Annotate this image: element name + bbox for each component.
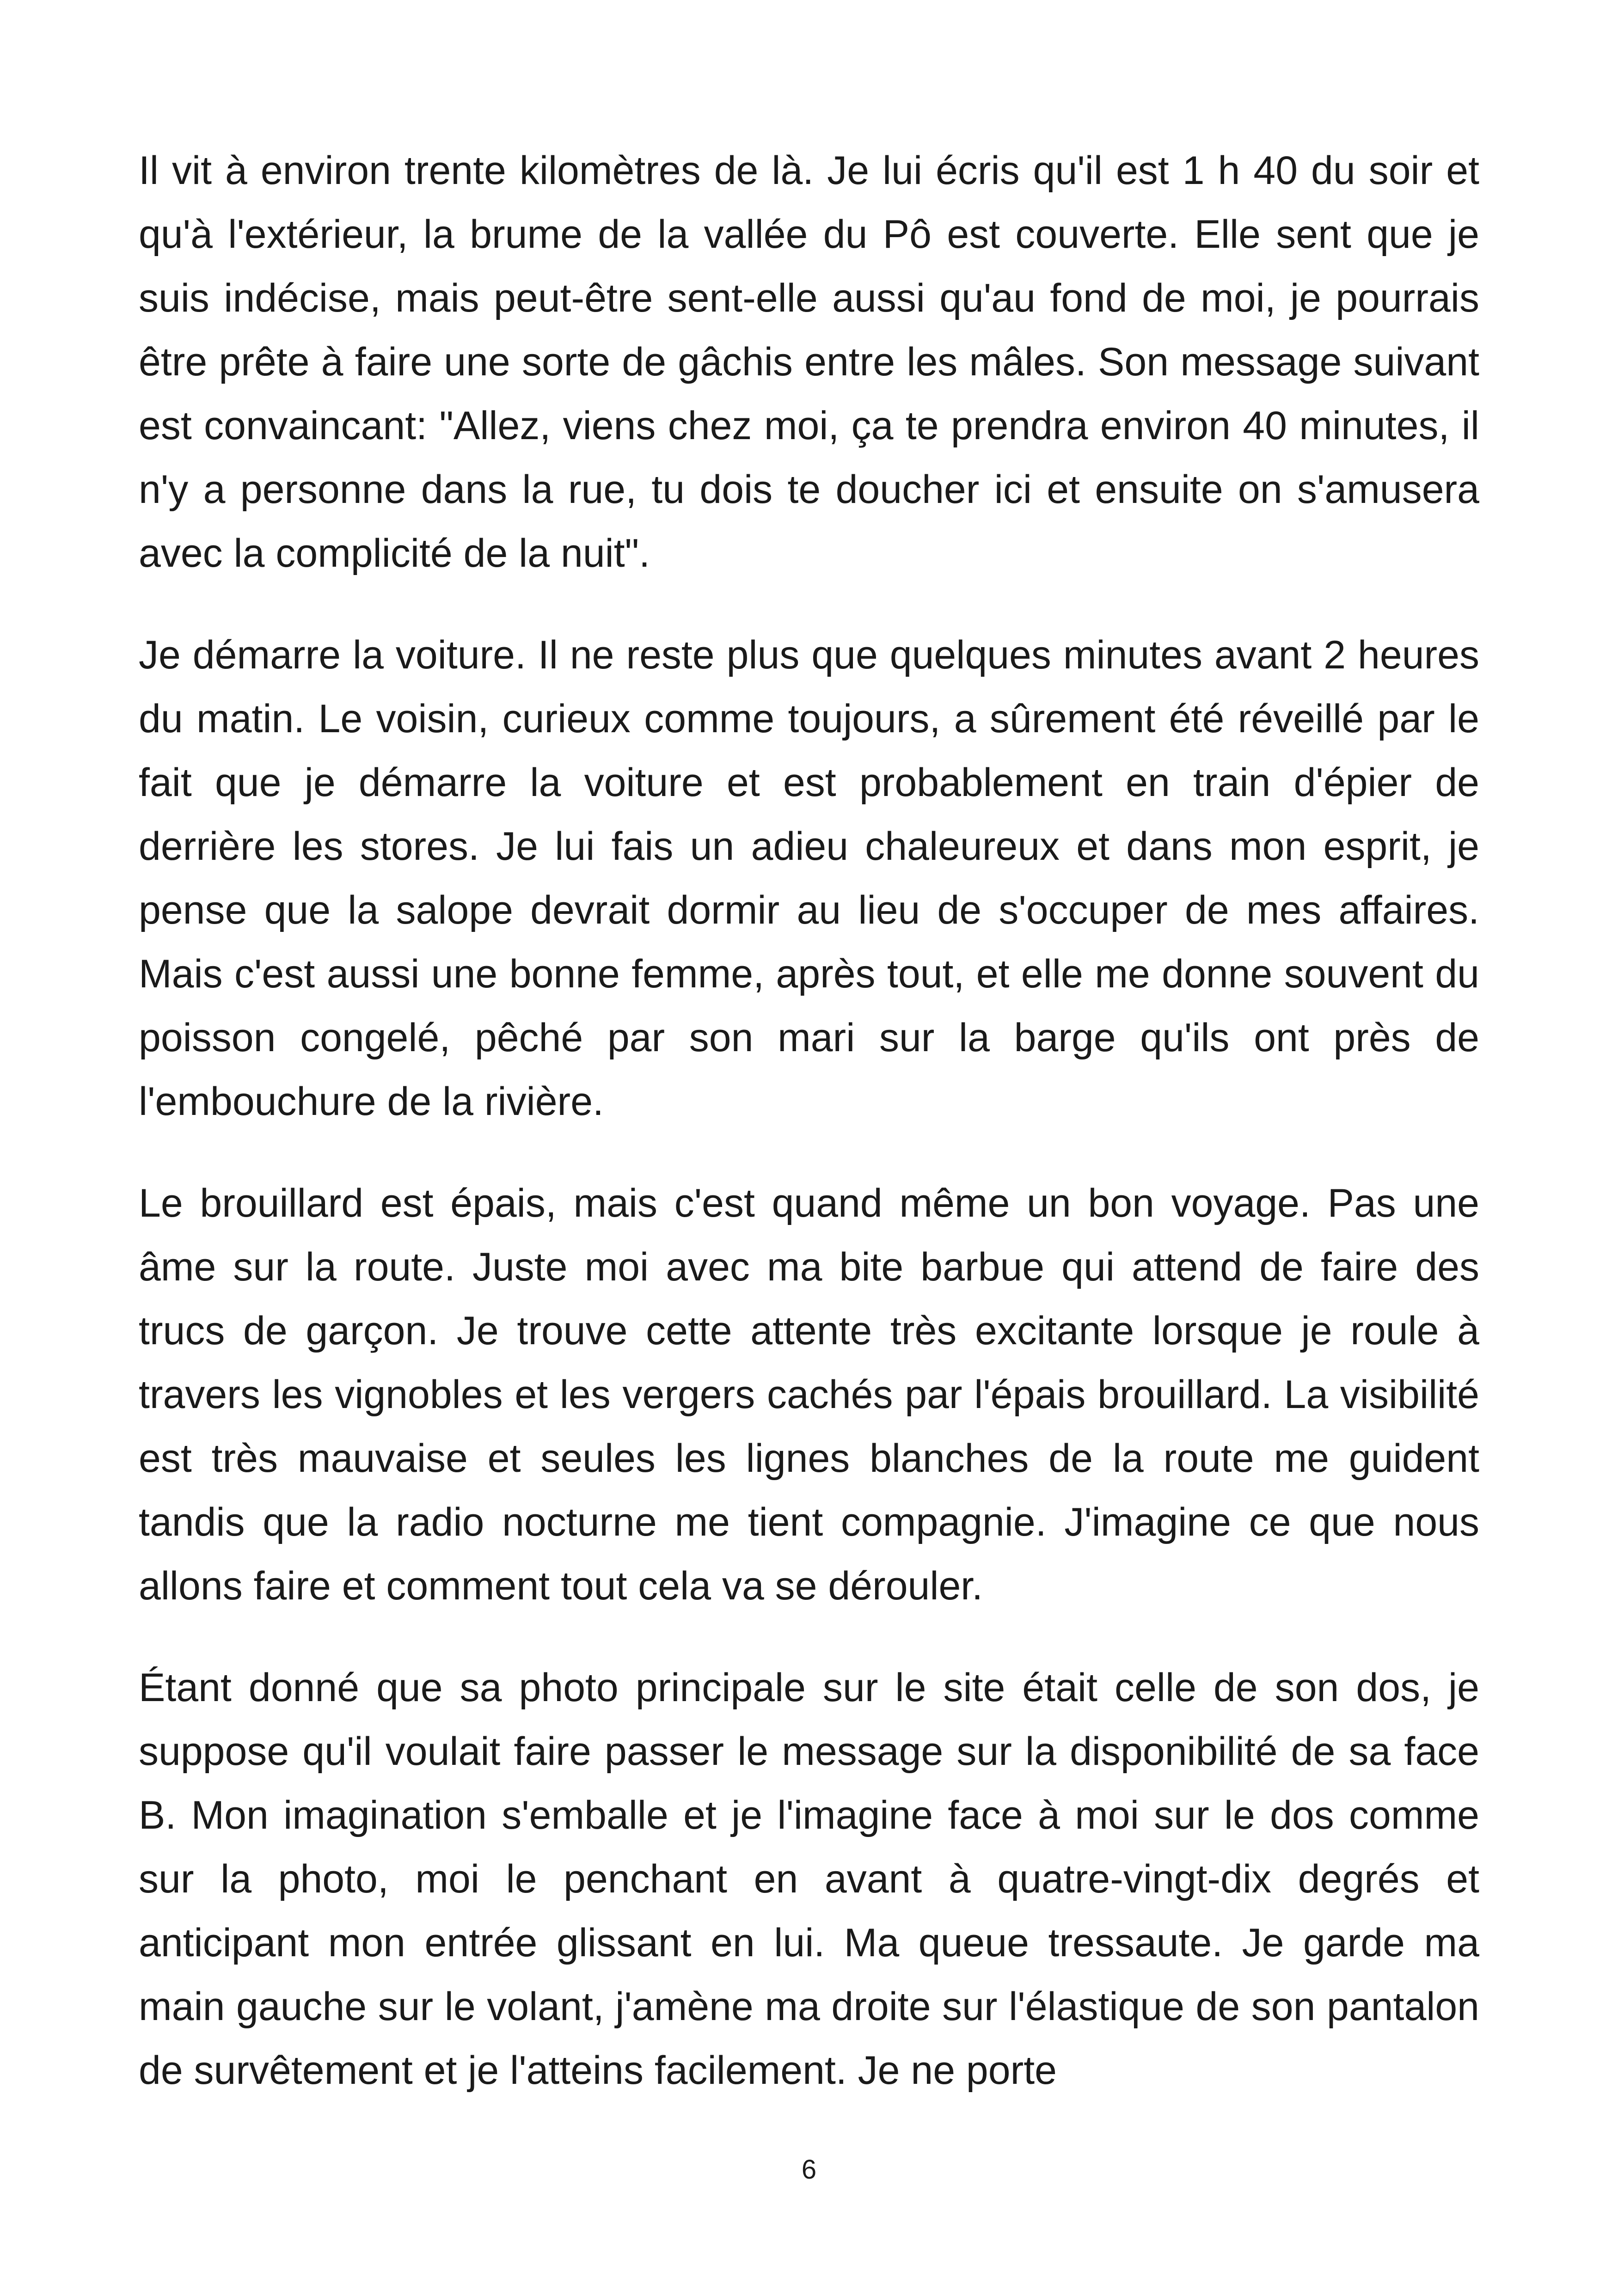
body-text <box>139 139 1479 2140</box>
paragraph-4: Étant donné que sa photo principale sur le site était celle de son dos, je suppose qu'il voulait faire passer le message sur la disponibilité de sa face B. Mon imagination s'emballe et je l'imagine face à moi sur le dos comme sur la photo, moi le penchant en avant à quatre-vingt-dix degrés et anticipant mon entrée glissant en lui. Ma queue tressaute. Je garde ma main gauche sur le volant, j'amène ma droite sur l'élastique de son pantalon de survêtement et je l'atteins facilement. Je ne porte <box>139 1665 1479 2093</box>
paragraph-1: Il vit à environ trente kilomètres de là. Je lui écris qu'il est 1 h 40 du soir et qu'à l'extérieur, la brume de la vallée du Pô est couverte. Elle sent que je suis indécise, mais peut-être sent-elle aussi qu'au fond de moi, je pourrais être prête à faire une sorte de gâchis entre les mâles. Son message suivant est convaincant: "Allez, viens chez moi, ça te prendra environ 40 minutes, il n'y a personne dans la rue, tu dois te doucher ici et ensuite on s'amusera avec la complicité de la nuit". <box>139 148 1479 576</box>
paragraph-3: Le brouillard est épais, mais c'est quand même un bon voyage. Pas une âme sur la route. Juste moi avec ma bite barbue qui attend de faire des trucs de garçon. Je trouve cette attente très excitante lorsque je roule à travers les vignobles et les vergers cachés par l'épais brouillard. La visibilité est très mauvaise et seules les lignes blanches de la route me guident tandis que la radio nocturne me tient compagnie. J'imagine ce que nous allons faire et comment tout cela va se dérouler. <box>139 1181 1479 1608</box>
paragraph-2: Je démarre la voiture. Il ne reste plus que quelques minutes avant 2 heures du matin. Le voisin, curieux comme toujours, a sûrement été réveillé par le fait que je démarre la voiture et est probablement en train d'épier de derrière les stores. Je lui fais un adieu chaleureux et dans mon esprit, je pense que la salope devrait dormir au lieu de s'occuper de mes affaires. Mais c'est aussi une bonne femme, après tout, et elle me donne souvent du poisson congelé, pêché par son mari sur la barge qu'ils ont près de l'embouchure de la rivière. <box>139 633 1479 1124</box>
page-number: 6 <box>801 2155 817 2185</box>
